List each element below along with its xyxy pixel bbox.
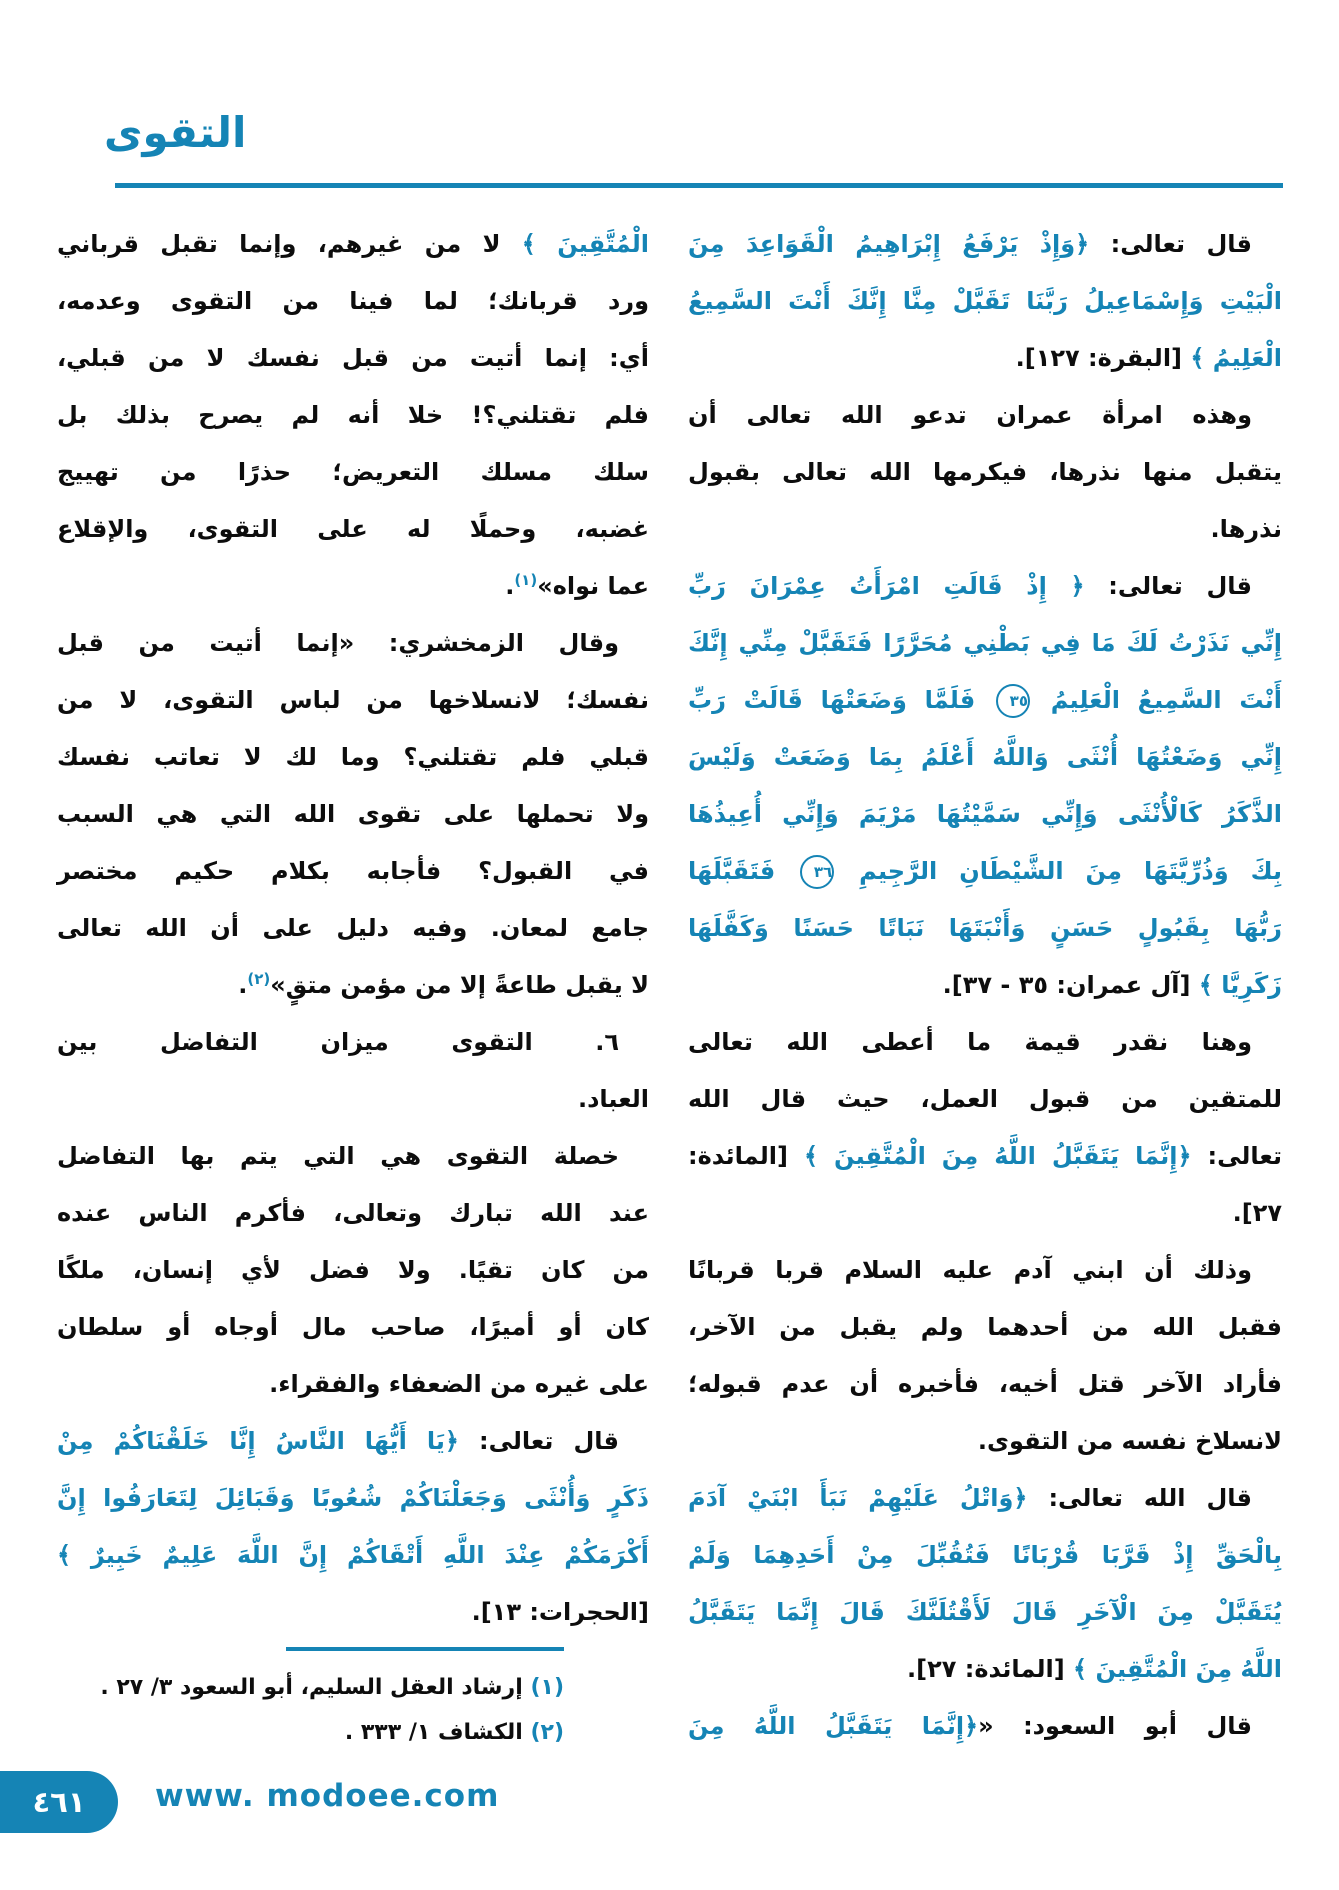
body-text: كان أو أميرًا، صاحب مال أوجاه أو سلطان — [57, 1313, 649, 1341]
text-line — [57, 1185, 649, 1242]
body-text: جامع لمعان. وفيه دليل على أن الله تعالى — [57, 914, 649, 942]
quran-verse-text: أَكْرَمَكُمْ عِنْدَ اللَّهِ أَتْقَاكُمْ إِنَّ اللَّهَ عَلِيمٌ خَبِيرٌ ﴾ — [57, 1541, 649, 1569]
text-line — [57, 1470, 649, 1527]
quran-verse-text: ذَكَرٍ وَأُنْثَى وَجَعَلْنَاكُمْ شُعُوبًا وَقَبَائِلَ لِتَعَارَفُوا إِنَّ — [57, 1484, 649, 1512]
text-line — [688, 387, 1282, 444]
quran-verse-text: ﴿وَإِذْ يَرْفَعُ إِبْرَاهِيمُ الْقَوَاعِدَ مِنَ — [688, 230, 1090, 258]
text-line — [57, 1584, 649, 1641]
text-line — [688, 1299, 1282, 1356]
text-line — [57, 729, 649, 786]
text-line — [688, 558, 1282, 615]
text-line — [688, 330, 1282, 387]
body-text: أي: إنما أتيت من قبل نفسك لا من قبلي، — [57, 344, 649, 372]
quran-verse-text: ﴿وَاتْلُ عَلَيْهِمْ نَبَأَ ابْنَيْ آدَمَ — [688, 1484, 1028, 1512]
body-text: قبلي فلم تقتلني؟ وما لك لا تعاتب نفسك — [57, 743, 649, 771]
body-text: قال الله تعالى: — [1027, 1484, 1252, 1512]
body-text: قال تعالى: — [1089, 230, 1252, 258]
text-line — [688, 501, 1282, 558]
text-line — [688, 1470, 1282, 1527]
body-text: من كان تقيًا. ولا فضل لأي إنسان، ملكًا — [57, 1256, 649, 1284]
text-line — [688, 444, 1282, 501]
text-line — [688, 273, 1282, 330]
text-line — [688, 1584, 1282, 1641]
footnote-ref-marker: (١) — [514, 571, 538, 589]
body-text: عند الله تبارك وتعالى، فأكرم الناس عنده — [57, 1199, 649, 1227]
text-line — [57, 957, 649, 1014]
quran-verse-text: بِالْحَقِّ إِذْ قَرَّبَا قُرْبَانًا فَتُقُبِّلَ مِنْ أَحَدِهِمَا وَلَمْ — [688, 1541, 1282, 1569]
footnote-text: الكشاف ١/ ٣٣٣ . — [344, 1720, 531, 1745]
text-line — [57, 900, 649, 957]
quran-verse-text: الْمُتَّقِينَ ﴾ — [521, 230, 649, 258]
text-line — [688, 1413, 1282, 1470]
text-line — [688, 1242, 1282, 1299]
body-text: وهنا نقدر قيمة ما أعطى الله تعالى — [688, 1028, 1252, 1056]
body-text: لا يقبل طاعةً إلا من مؤمن متقٍ» — [270, 971, 649, 999]
text-line — [688, 1128, 1282, 1185]
text-line — [57, 843, 649, 900]
quran-verse-text: اللَّهُ مِنَ الْمُتَّقِينَ ﴾ — [1073, 1655, 1282, 1683]
body-text: . — [505, 572, 515, 600]
ayah-number-marker: ٣٦ — [800, 855, 834, 889]
quran-verse-text: زَكَرِيَّا ﴾ — [1198, 971, 1282, 999]
body-text: وذلك أن ابني آدم عليه السلام قربا قربانًا — [688, 1256, 1252, 1284]
body-text: قال أبو السعود: « — [978, 1712, 1252, 1740]
text-line — [688, 1071, 1282, 1128]
quran-verse-text: ﴿إِنَّمَا يَتَقَبَّلُ اللَّهُ مِنَ — [688, 1712, 979, 1740]
footnote-number: (٢) — [530, 1720, 564, 1745]
quran-verse-text: فَلَمَّا وَضَعَتْهَا قَالَتْ رَبِّ — [688, 686, 993, 714]
footnote-number: (١) — [530, 1675, 564, 1700]
body-text: للمتقين من قبول العمل، حيث قال الله — [688, 1085, 1282, 1113]
quran-verse-text: الْبَيْتِ وَإِسْمَاعِيلُ رَبَّنَا تَقَبَّلْ مِنَّا إِنَّكَ أَنْتَ السَّمِيعُ — [688, 287, 1282, 315]
body-text: لانسلاخ نفسه من التقوى. — [977, 1427, 1282, 1455]
quran-verse-text: يُتَقَبَّلْ مِنَ الْآخَرِ قَالَ لَأَقْتُلَنَّكَ قَالَ إِنَّمَا يَتَقَبَّلُ — [688, 1598, 1282, 1626]
body-text: خصلة التقوى هي التي يتم بها التفاضل — [57, 1142, 619, 1170]
text-line — [688, 786, 1282, 843]
text-line — [688, 729, 1282, 786]
text-line — [688, 843, 1282, 900]
body-text: قال تعالى: — [1084, 572, 1252, 600]
page-header-title: التقوى — [104, 108, 247, 157]
text-line — [57, 501, 649, 558]
quran-verse-text: إِنِّي وَضَعْتُهَا أُنْثَى وَاللَّهُ أَعْلَمُ بِمَا وَضَعَتْ وَلَيْسَ — [688, 743, 1282, 771]
text-line — [688, 900, 1282, 957]
body-text: قال تعالى: — [458, 1427, 619, 1455]
quran-verse-text: رَبُّهَا بِقَبُولٍ حَسَنٍ وَأَنْبَتَهَا نَبَاتًا حَسَنًا وَكَفَّلَهَا — [688, 914, 1282, 942]
quran-verse-text: ﴿إِنَّمَا يَتَقَبَّلُ اللَّهُ مِنَ الْمُتَّقِينَ ﴾ — [803, 1142, 1192, 1170]
quran-verse-text: بِكَ وَذُرِّيَّتَهَا مِنَ الشَّيْطَانِ الرَّجِيمِ — [837, 857, 1282, 885]
body-text: تعالى: — [1191, 1142, 1282, 1170]
text-line — [57, 1242, 649, 1299]
body-text: ولا تحملها على تقوى الله التي هي السبب — [57, 800, 649, 828]
quran-verse-text: إِنِّي نَذَرْتُ لَكَ مَا فِي بَطْنِي مُحَرَّرًا فَتَقَبَّلْ مِنِّي إِنَّكَ — [688, 629, 1282, 657]
text-line — [57, 387, 649, 444]
quran-verse-text: ﴿يَا أَيُّهَا النَّاسُ إِنَّا خَلَقْنَاكُمْ مِنْ — [57, 1427, 459, 1455]
body-text: ٦. التقوى ميزان التفاضل بين — [57, 1028, 619, 1056]
text-line — [688, 1356, 1282, 1413]
text-column-right — [688, 216, 1282, 1755]
text-line — [688, 672, 1282, 729]
text-line — [688, 1698, 1282, 1755]
body-text: فلم تقتلني؟! خلا أنه لم يصرح بذلك بل — [57, 401, 649, 429]
body-text: نذرها. — [1210, 515, 1282, 543]
text-line — [57, 1071, 649, 1128]
quran-verse-text: أَنْتَ السَّمِيعُ الْعَلِيمُ — [1032, 686, 1283, 714]
verse-reference: [الحجرات: ١٣]. — [471, 1598, 649, 1626]
text-line — [57, 1413, 649, 1470]
text-line — [688, 957, 1282, 1014]
page-number-badge: ٤٦١ — [0, 1771, 118, 1833]
footnote-line — [57, 1710, 649, 1755]
footnote-line — [57, 1665, 649, 1710]
text-line — [688, 1014, 1282, 1071]
ayah-number-marker: ٣٥ — [996, 684, 1030, 718]
text-line — [688, 216, 1282, 273]
footnote-text: إرشاد العقل السليم، أبو السعود ٣/ ٢٧ . — [100, 1675, 531, 1700]
body-text: يتقبل منها نذرها، فيكرمها الله تعالى بقبول — [688, 458, 1282, 486]
verse-reference: [آل عمران: ٣٥ - ٣٧]. — [942, 971, 1199, 999]
body-text: سلك مسلك التعريض؛ حذرًا من تهييج — [57, 458, 649, 486]
header-rule-divider — [115, 183, 1283, 188]
verse-reference: [البقرة: ١٢٧]. — [1015, 344, 1191, 372]
quran-verse-text: فَتَقَبَّلَهَا — [688, 857, 798, 885]
body-text: لا من غيرهم، وإنما تقبل قرباني — [57, 230, 522, 258]
body-text: فقبل الله من أحدهما ولم يقبل من الآخر، — [688, 1313, 1282, 1341]
verse-reference: ٢٧]. — [1232, 1199, 1282, 1227]
body-text: عما نواه» — [537, 572, 649, 600]
text-line — [57, 330, 649, 387]
body-text: وهذه امرأة عمران تدعو الله تعالى أن — [688, 401, 1252, 429]
text-line — [57, 672, 649, 729]
quran-verse-text: الذَّكَرُ كَالْأُنْثَى وَإِنِّي سَمَّيْتُهَا مَرْيَمَ وَإِنِّي أُعِيذُهَا — [688, 800, 1282, 828]
text-column-left — [57, 216, 649, 1755]
verse-reference: [المائدة: — [688, 1142, 804, 1170]
quran-verse-text: ﴿ إِذْ قَالَتِ امْرَأَتُ عِمْرَانَ رَبِّ — [688, 572, 1085, 600]
body-text: فأراد الآخر قتل أخيه، فأخبره أن عدم قبوله؛ — [688, 1370, 1282, 1398]
body-text: نفسك؛ لانسلاخها من لباس التقوى، لا من — [57, 686, 649, 714]
body-text: ورد قربانك؛ لما فينا من التقوى وعدمه، — [57, 287, 649, 315]
text-line — [57, 444, 649, 501]
text-line — [57, 273, 649, 330]
text-line — [57, 1299, 649, 1356]
text-line — [57, 216, 649, 273]
body-text: وقال الزمخشري: «إنما أتيت من قبل — [57, 629, 619, 657]
body-text: العباد. — [577, 1085, 649, 1113]
footnote-separator-rule — [286, 1647, 564, 1651]
text-line — [57, 1527, 649, 1584]
text-line — [57, 786, 649, 843]
body-text: . — [238, 971, 248, 999]
body-text: في القبول؟ فأجابه بكلام حكيم مختصر — [57, 857, 649, 885]
text-line — [688, 1527, 1282, 1584]
quran-verse-text: الْعَلِيمُ ﴾ — [1190, 344, 1282, 372]
footnote-ref-marker: (٢) — [247, 970, 271, 988]
text-line — [57, 558, 649, 615]
footnotes-section — [57, 1647, 649, 1755]
text-line — [688, 1641, 1282, 1698]
website-url: www. modoee.com — [155, 1778, 500, 1814]
text-line — [57, 1128, 649, 1185]
verse-reference: [المائدة: ٢٧]. — [906, 1655, 1074, 1683]
text-line — [688, 615, 1282, 672]
text-line — [57, 1356, 649, 1413]
body-text: على غيره من الضعفاء والفقراء. — [269, 1370, 649, 1398]
text-line — [57, 1014, 649, 1071]
text-line — [688, 1185, 1282, 1242]
text-line — [57, 615, 649, 672]
body-text: غضبه، وحملًا له على التقوى، والإقلاع — [57, 515, 649, 543]
